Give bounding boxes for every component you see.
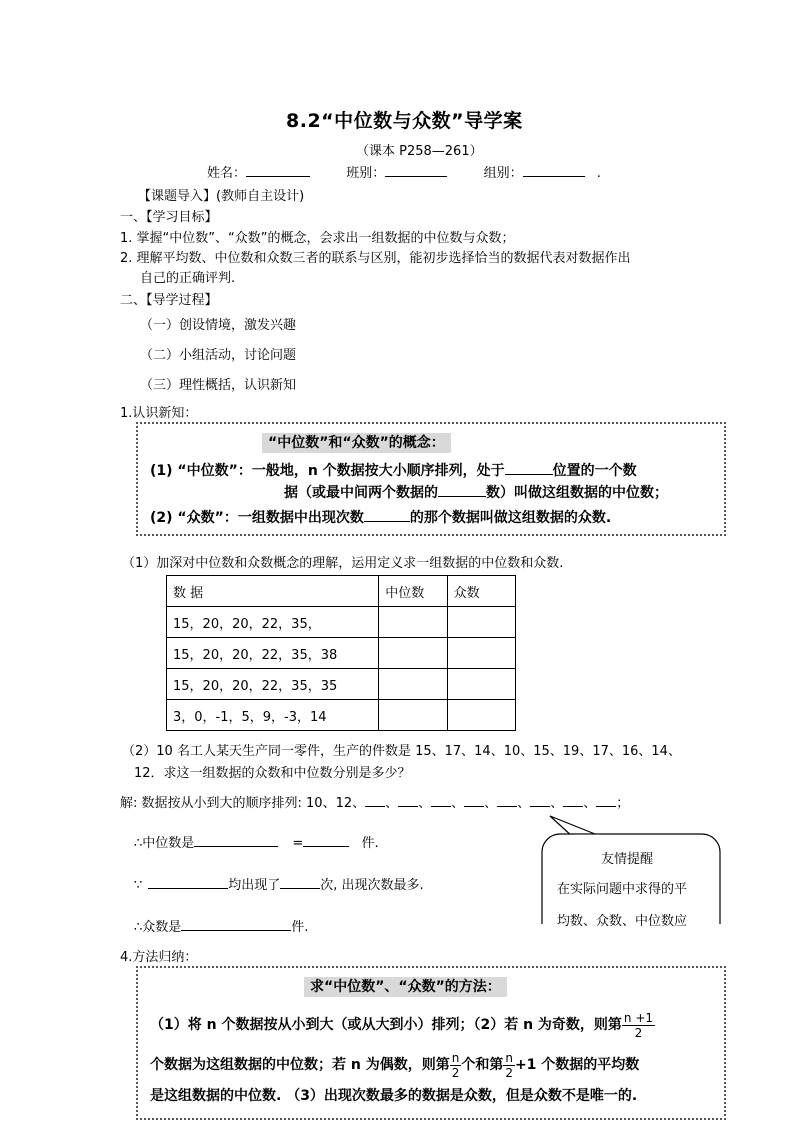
name-field[interactable]	[246, 162, 310, 177]
fraction-denominator: 2	[505, 1065, 513, 1080]
group-label: 组别：	[483, 166, 523, 181]
because-symbol: ∵	[134, 878, 143, 893]
concept-text: (1) “中位数”：一般地，n 个数据按大小顺序排列，处于	[150, 463, 505, 479]
concept-text: (2) “众数”：一组数据中出现次数	[150, 510, 364, 526]
sort-blank[interactable]	[431, 792, 451, 807]
class-label: 班别：	[346, 166, 386, 181]
table-header: 众数	[447, 576, 515, 607]
median-label: ∴中位数是	[134, 836, 195, 851]
solution-line	[120, 792, 629, 811]
mode-cell[interactable]	[447, 669, 515, 700]
median-line	[134, 832, 379, 851]
separator: 、	[517, 796, 531, 811]
method-line-1	[150, 1005, 655, 1045]
page-subtitle: （课本 P258—261）	[356, 144, 483, 159]
process-step: （一）创设情境，激发兴趣	[140, 318, 297, 333]
concept-line-3	[150, 507, 611, 527]
solution-text: 解: 数据按从小到大的顺序排列: 10、12、	[120, 796, 366, 811]
separator: 、	[583, 796, 597, 811]
concept-text: 据（或最中间两个数据的	[284, 485, 438, 501]
equals-sign: =	[292, 836, 304, 851]
separator: 、	[484, 796, 498, 811]
concept-line-1	[150, 460, 637, 480]
sort-blank[interactable]	[365, 792, 385, 807]
fraction-n-over-2	[450, 1051, 462, 1080]
group-field[interactable]	[523, 162, 585, 177]
exercise1-text: （1）加深对中位数和众数概念的理解，运用定义求一组数据的中位数和众数.	[122, 556, 564, 571]
median-cell[interactable]	[379, 638, 447, 669]
mode-cell[interactable]	[447, 700, 515, 731]
count-blank[interactable]	[280, 874, 320, 889]
concept-text: 位置的一个数	[552, 463, 637, 479]
sort-blank[interactable]	[596, 792, 616, 807]
unit-text: 件.	[361, 836, 379, 851]
table-header: 数 据	[167, 576, 379, 607]
concept-line-2	[284, 482, 668, 502]
method-line-3: 是这组数据的中位数. （3）出现次数最多的数据是众数，但是众数不是唯一的.	[150, 1088, 638, 1104]
sort-blank[interactable]	[530, 792, 550, 807]
median-cell[interactable]	[379, 607, 447, 638]
appear-text: 均出现了	[228, 878, 281, 893]
values-blank[interactable]	[148, 874, 228, 889]
concept-box-title: “中位数”和“众数”的概念：	[262, 433, 451, 453]
mode-label: ∴众数是	[134, 920, 182, 935]
intro-text: 【课题导入】(教师自主设计)	[138, 189, 305, 204]
sort-blank[interactable]	[497, 792, 517, 807]
process-step: （三）理性概括，认识新知	[140, 378, 297, 393]
method-text: （1）将 n 个数据按从小到大（或从大到小）排列；（2）若 n 为奇数，则第	[150, 1017, 622, 1033]
unit-text: 件.	[291, 920, 309, 935]
process-heading: 二、【导学过程】	[120, 293, 218, 308]
median-value-blank[interactable]	[303, 832, 349, 847]
goals-heading: 一、【学习目标】	[120, 210, 218, 225]
fraction-numerator: n +1	[623, 1010, 654, 1025]
median-cell[interactable]	[379, 700, 447, 731]
goal-item: 自己的正确评判.	[140, 271, 236, 286]
class-field[interactable]	[385, 162, 447, 177]
fraction-numerator: n	[505, 1050, 513, 1065]
data-table	[166, 575, 516, 731]
separator: 、	[385, 796, 399, 811]
table-row	[167, 638, 516, 669]
separator: 、	[550, 796, 564, 811]
method-text: 个数据为这组数据的中位数；若 n 为偶数，则第	[150, 1057, 450, 1073]
separator: 、	[451, 796, 465, 811]
table-cell: 15，20，20，22，35，35	[167, 669, 379, 700]
fraction-n-over-2	[503, 1051, 515, 1080]
fraction-denominator: 2	[634, 1025, 643, 1040]
table-row	[167, 700, 516, 731]
method-label: 4.方法归纳：	[120, 950, 198, 965]
sort-blank[interactable]	[464, 792, 484, 807]
table-header: 中位数	[379, 576, 447, 607]
method-line-2	[150, 1045, 639, 1085]
table-row	[167, 607, 516, 638]
mode-cell[interactable]	[447, 607, 515, 638]
tip-text-cut	[557, 910, 687, 920]
student-info-row	[207, 162, 601, 181]
because-line	[134, 874, 424, 893]
end-dot: .	[596, 166, 601, 181]
fraction-denominator: 2	[451, 1065, 460, 1080]
tip-text: 在实际问题中求得的平	[557, 882, 688, 897]
exercise2-line-1: （2）10 名工人某天生产同一零件，生产的件数是 15、17、14、10、15、19、17、16、14、	[122, 744, 681, 759]
table-row	[167, 669, 516, 700]
average-blank[interactable]	[438, 482, 486, 497]
mode-line	[134, 916, 308, 935]
concept-label: 1.认识新知：	[120, 406, 198, 421]
separator: 、	[418, 796, 432, 811]
position-blank[interactable]	[505, 460, 553, 475]
goal-item: 1. 掌握“中位数”、“众数”的概念，会求出一组数据的中位数与众数；	[120, 231, 515, 246]
table-cell: 3，0，-1，5，9，-3，14	[167, 700, 379, 731]
page-title: 8.2“中位数与众数”导学案	[286, 110, 523, 132]
goal-item: 2. 理解平均数、中位数和众数三者的联系与区别，能初步选择恰当的数据代表对数据作出	[120, 251, 631, 266]
process-step: （二）小组活动，讨论问题	[140, 348, 297, 363]
most-blank[interactable]	[364, 507, 410, 522]
mode-cell[interactable]	[447, 638, 515, 669]
sort-blank[interactable]	[398, 792, 418, 807]
name-label: 姓名：	[207, 166, 247, 181]
method-text: +1 个数据的平均数	[514, 1057, 640, 1073]
exercise2-line-2: 12．求这一组数据的众数和中位数分别是多少？	[134, 766, 411, 781]
table-cell: 15，20，20，22，35，38	[167, 638, 379, 669]
table-cell: 15，20，20，22，35，	[167, 607, 379, 638]
sort-blank[interactable]	[563, 792, 583, 807]
concept-text: 数）叫做这组数据的中位数；	[486, 485, 668, 501]
tip-title: 友情提醒	[601, 852, 654, 867]
fraction-n-plus-1-over-2	[622, 1011, 655, 1040]
method-text: 个和第	[461, 1057, 504, 1073]
method-box-title: 求“中位数”、“众数”的方法：	[304, 977, 507, 997]
semicolon: ；	[616, 796, 630, 811]
times-text: 次, 出现次数最多.	[320, 878, 424, 893]
concept-text: 的那个数据叫做这组数据的众数.	[409, 510, 612, 526]
mode-value-blank[interactable]	[181, 916, 291, 931]
median-expr-blank[interactable]	[194, 832, 278, 847]
median-cell[interactable]	[379, 669, 447, 700]
fraction-numerator: n	[451, 1050, 460, 1065]
